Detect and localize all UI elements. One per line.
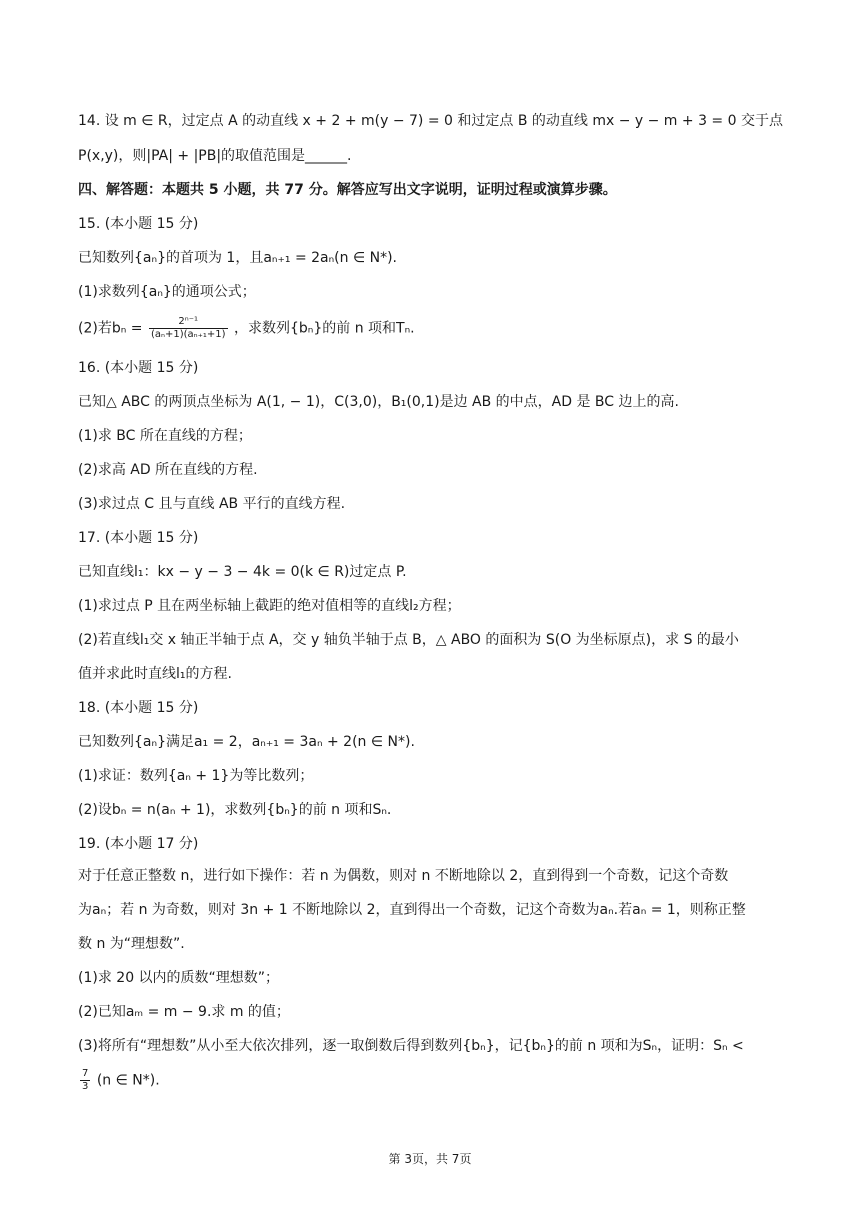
q18-part-2: (2)设bₙ = n(aₙ + 1)，求数列{bₙ}的前 n 项和Sₙ. [78, 802, 392, 818]
q15-part-2-prefix: (2)若bₙ = [78, 320, 143, 337]
q16-part-3: (3)求过点 C 且与直线 AB 平行的直线方程. [78, 496, 346, 512]
q18-stem: 已知数列{aₙ}满足a₁ = 2，aₙ₊₁ = 3aₙ + 2(n ∈ N*). [78, 734, 415, 750]
q15-header: 15. (本小题 15 分) [78, 216, 199, 232]
q15-fraction-denominator: (aₙ+1)(aₙ₊₁+1) [150, 329, 226, 340]
q16-stem: 已知△ ABC 的两顶点坐标为 A(1, − 1)，C(3,0)，B₁(0,1)是边 AB 的中点，AD 是 BC 边上的高. [78, 394, 679, 410]
q15-fraction-numerator: 2ⁿ⁻¹ [149, 316, 228, 329]
q19-part-3-line-1: (3)将所有“理想数”从小至大依次排列，逐一取倒数后得到数列{bₙ}，记{bₙ}的前 n 项和为Sₙ，证明：Sₙ < [78, 1038, 744, 1054]
q19-part-3-suffix: (n ∈ N*). [96, 1072, 160, 1089]
q17-stem: 已知直线l₁：kx − y − 3 − 4k = 0(k ∈ R)过定点 P. [78, 564, 407, 580]
q15-stem: 已知数列{aₙ}的首项为 1，且aₙ₊₁ = 2aₙ(n ∈ N*). [78, 250, 397, 266]
q15-fraction [149, 316, 228, 341]
q16-part-2: (2)求高 AD 所在直线的方程. [78, 462, 258, 478]
q15-part-2 [78, 316, 415, 341]
q17-part-1: (1)求过点 P 且在两坐标轴上截距的绝对值相等的直线l₂方程； [78, 598, 461, 614]
q15-part-1: (1)求数列{aₙ}的通项公式； [78, 284, 256, 300]
q14-line-2: P(x,y)，则|PA| + |PB|的取值范围是______. [78, 148, 352, 164]
q19-part-2: (2)已知aₘ = m − 9.求 m 的值； [78, 1004, 290, 1020]
q18-header: 18. (本小题 15 分) [78, 700, 199, 716]
q19-fraction-denominator: 3 [82, 1081, 89, 1092]
q19-header: 19. (本小题 17 分) [78, 836, 199, 852]
q15-part-2-suffix: ，求数列{bₙ}的前 n 项和Tₙ. [234, 320, 415, 337]
q17-header: 17. (本小题 15 分) [78, 530, 199, 546]
page-footer: 第 3页，共 7页 [388, 1152, 472, 1166]
q19-stem-line-2: 为aₙ；若 n 为奇数，则对 3n + 1 不断地除以 2，直到得出一个奇数，记这个奇数为aₙ.若aₙ = 1，则称正整 [78, 902, 746, 918]
q19-part-3-line-2 [78, 1068, 160, 1093]
q17-part-2-line-1: (2)若直线l₁交 x 轴正半轴于点 A，交 y 轴负半轴于点 B，△ ABO 的面积为 S(O 为坐标原点)，求 S 的最小 [78, 632, 739, 648]
q14-line-1: 14. 设 m ∈ R，过定点 A 的动直线 x + 2 + m(y − 7) = 0 和过定点 B 的动直线 mx − y − m + 3 = 0 交于点 [78, 113, 783, 129]
q19-part-1: (1)求 20 以内的质数“理想数”； [78, 970, 280, 986]
q17-part-2-line-2: 值并求此时直线l₁的方程. [78, 666, 232, 682]
q19-stem-line-1: 对于任意正整数 n，进行如下操作：若 n 为偶数，则对 n 不断地除以 2，直到得到一个奇数，记这个奇数 [78, 868, 729, 884]
q19-stem-line-3: 数 n 为“理想数”. [78, 936, 185, 952]
q19-fraction [80, 1068, 90, 1093]
q16-header: 16. (本小题 15 分) [78, 360, 199, 376]
section-title: 四、解答题：本题共 5 小题，共 77 分。解答应写出文字说明，证明过程或演算步骤。 [78, 182, 617, 198]
q18-part-1: (1)求证：数列{aₙ + 1}为等比数列； [78, 768, 314, 784]
q19-fraction-numerator: 7 [82, 1068, 89, 1079]
q16-part-1: (1)求 BC 所在直线的方程； [78, 428, 252, 444]
